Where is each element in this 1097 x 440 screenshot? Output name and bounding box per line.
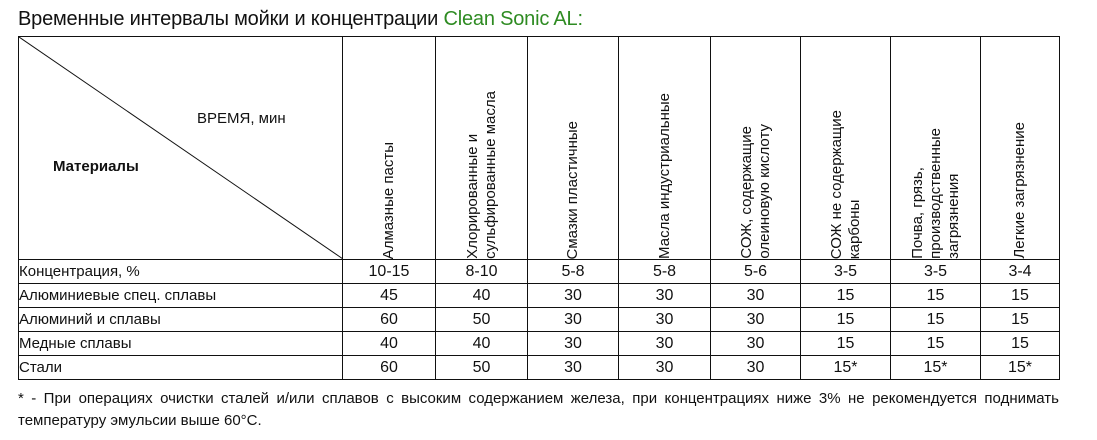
table-cell: 3-5 — [801, 260, 891, 284]
diagonal-divider — [19, 37, 342, 259]
column-header — [436, 37, 528, 260]
table-cell: 30 — [619, 284, 711, 308]
table-cell: 15 — [981, 284, 1060, 308]
table-cell: 60 — [343, 356, 436, 380]
table-row — [19, 260, 1060, 284]
title-main: Временные интервалы мойки и концентрации — [18, 8, 444, 30]
table-row — [19, 356, 1060, 380]
column-header — [528, 37, 619, 260]
table-cell: 30 — [711, 284, 801, 308]
table-cell: 5-8 — [528, 260, 619, 284]
title-brand: Clean Sonic AL: — [443, 8, 583, 30]
header-row — [19, 37, 1060, 260]
table-cell: 5-8 — [619, 260, 711, 284]
table-cell: 30 — [619, 332, 711, 356]
column-header — [619, 37, 711, 260]
row-label: Алюминиевые спец. сплавы — [19, 284, 343, 308]
table-cell: 30 — [711, 332, 801, 356]
table-row — [19, 284, 1060, 308]
table-cell: 15 — [891, 332, 981, 356]
table-cell: 15 — [891, 308, 981, 332]
column-header-label: Хлорированные и сульфированные масла — [463, 91, 499, 259]
table-cell: 5-6 — [711, 260, 801, 284]
row-label: Медные сплавы — [19, 332, 343, 356]
column-header-label: СОЖ, содержащие олеиновую кислоту — [737, 124, 773, 259]
table-cell: 15 — [891, 284, 981, 308]
table-cell: 30 — [619, 308, 711, 332]
table-cell: 45 — [343, 284, 436, 308]
column-header-label: Масла индустриальные — [655, 93, 673, 259]
table-cell: 15 — [981, 332, 1060, 356]
column-header — [891, 37, 981, 260]
table-cell: 3-4 — [981, 260, 1060, 284]
column-header — [711, 37, 801, 260]
table-cell: 30 — [528, 332, 619, 356]
column-header-label: СОЖ не содержащие карбоны — [827, 109, 863, 259]
table-cell: 15* — [981, 356, 1060, 380]
table-row — [19, 332, 1060, 356]
footnote: * - При операциях очистки сталей и/или сплавов с высоким содержанием железа, при концентрациях ниже 3% не рекомендуется поднимать температуру эмульсии выше 60°С. — [18, 390, 1059, 429]
table-cell: 15* — [891, 356, 981, 380]
table-cell: 15 — [801, 284, 891, 308]
page-title — [18, 8, 583, 31]
column-header-label: Почва, грязь, производственные загрязнения — [908, 128, 962, 259]
table-cell: 30 — [711, 356, 801, 380]
table-cell: 30 — [528, 284, 619, 308]
column-header-label: Алмазные пасты — [380, 141, 397, 259]
row-label: Алюминий и сплавы — [19, 308, 343, 332]
column-header — [343, 37, 436, 260]
table-cell: 50 — [436, 308, 528, 332]
table-cell: 30 — [528, 308, 619, 332]
table-cell: 40 — [436, 284, 528, 308]
wash-intervals-table — [18, 36, 1060, 380]
table-cell: 40 — [343, 332, 436, 356]
row-label: Стали — [19, 356, 343, 380]
table-cell: 30 — [711, 308, 801, 332]
materials-axis-label: Материалы — [53, 158, 139, 175]
table-cell: 3-5 — [891, 260, 981, 284]
table-cell: 15* — [801, 356, 891, 380]
time-axis-label: ВРЕМЯ, мин — [197, 110, 286, 127]
column-header — [801, 37, 891, 260]
table-cell: 10-15 — [343, 260, 436, 284]
column-header-label: Смазки пластичные — [564, 120, 581, 259]
table-cell: 50 — [436, 356, 528, 380]
table-cell: 30 — [528, 356, 619, 380]
column-header — [981, 37, 1060, 260]
table-cell: 8-10 — [436, 260, 528, 284]
table-cell: 15 — [801, 308, 891, 332]
table-cell: 15 — [801, 332, 891, 356]
table-cell: 15 — [981, 308, 1060, 332]
table-cell: 40 — [436, 332, 528, 356]
table-cell: 60 — [343, 308, 436, 332]
row-label: Концентрация, % — [19, 260, 343, 284]
corner-cell — [19, 37, 343, 260]
column-header-label: Легкие загрязнение — [1011, 122, 1028, 259]
table-row — [19, 308, 1060, 332]
table-cell: 30 — [619, 356, 711, 380]
